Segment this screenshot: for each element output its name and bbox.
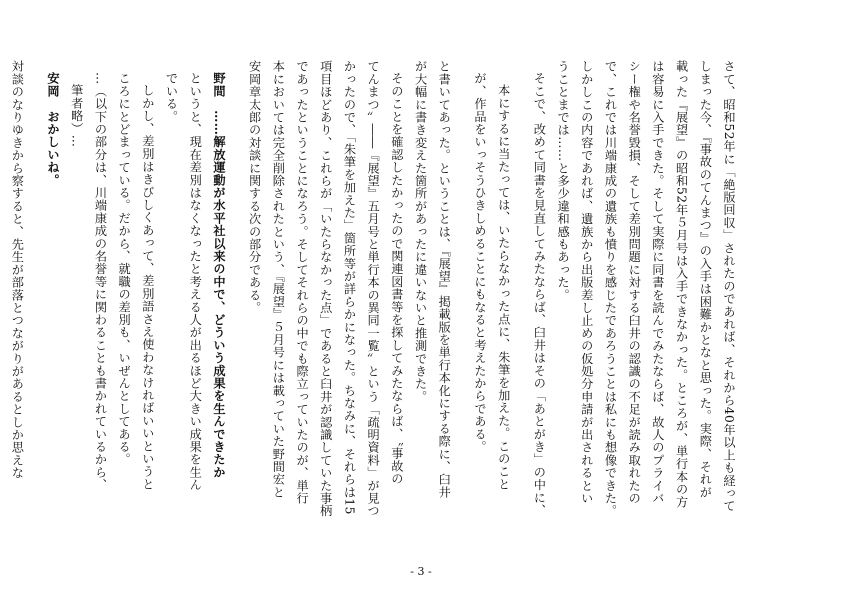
text-line: 本においては完全削除されたという、『展望』５月号には載っていた野間宏と	[271, 60, 286, 499]
text-line: うことまでは……と多少違和感もあった。	[556, 60, 571, 302]
text-line: は容易に入手できた。そして実際に同書を読んでみたならば、故人のプライバ	[650, 60, 665, 505]
text-line: てんまつ〟――『展望』五月号と単行本の異同一覧〟という「疏明資料」が見つ	[366, 60, 381, 518]
quote-line: 安岡 おかしいね。	[46, 72, 61, 187]
quote-line: 野間 ……解放運動が水平社以来の中で、どういう成果を生んできたか	[211, 72, 226, 479]
quote-line: でいる。	[164, 72, 179, 123]
text-line: そのことを確認したかったので関連図書等を探してみたならば、〝事故の	[389, 72, 404, 485]
spacer	[28, 60, 40, 550]
page-number: - 3 -	[410, 565, 432, 578]
text-line: 載った『展望』の昭和52年５月号は入手できなかった。ところが、単行本の方	[674, 60, 689, 509]
text-line	[0, 60, 5, 550]
quote-line: …（以下の部分は、川端康成の名誉等に関わることも書かれているから、	[93, 72, 108, 492]
spacer	[455, 60, 467, 550]
text-line: 安岡章太郎の対談に関する次の部分である。	[247, 60, 262, 314]
quote-line: 本にするに当たっては、いたらなかった点に、朱筆を加えた。このこと	[496, 84, 511, 491]
document-body	[10, 60, 740, 550]
quote-line: しかし、差別はきびしくあって、差別語さえ使わなければいいというと	[140, 84, 155, 491]
text-line: シー権や名誉毀損、そして差別問題に対する臼井の認識の不足が読み取れたの	[627, 60, 642, 505]
spacer	[515, 60, 527, 550]
spacer	[230, 60, 242, 550]
text-line: 対談のなりゆきから察すると、先生が部落とつながりがあるとしか思えな	[10, 60, 25, 480]
quote-line: ころにとどまっている。だから、就職の差別も、いぜんとしてある。	[117, 72, 132, 466]
text-line: さて、昭和52年に「絶版回収」されたのであれば、それから40年以上も経って	[722, 60, 736, 513]
text-line: しかしこの内容であれば、遺族から出版差し止めの仮処分申請が出されるとい	[579, 60, 594, 505]
text-line: と書いてあった。ということは、『展望』掲載版を単行本化にする際に、臼井	[437, 60, 452, 499]
text-line: しまった今、『事故のてんまつ』の入手は困難かとなと思った。実際、それが	[698, 60, 713, 499]
text-line: 項目ほどあり、これらが「いたらなかった点」であると臼井が認識していた事柄	[318, 60, 333, 518]
text-line: そこで、改めて同書を見直してみたならば、臼井はその「あとがき」の中に、	[532, 72, 547, 517]
text-line: かったので、「朱筆を加えた」箇所等が詳らかになった。ちなみに、それらは15	[342, 60, 357, 515]
quote-line: というと、現在差別はなくなったと考える人が出るほど大きい成果を生ん	[188, 72, 203, 492]
text-line: であったということになろう。そしてそれらの中でも際立っていたのが、単行	[295, 60, 310, 505]
text-line: で、これでは川端康成の遺族も憤りを感じたであろうことは私にも想像できた。	[603, 60, 618, 518]
quote-line: 筆者略）…	[69, 84, 84, 148]
quote-line: が、作品をいっそうひきしめることにもなると考えたからである。	[472, 72, 487, 453]
text-line: が大幅に書き変えた箇所があったに違いないと推測できた。	[413, 60, 428, 403]
